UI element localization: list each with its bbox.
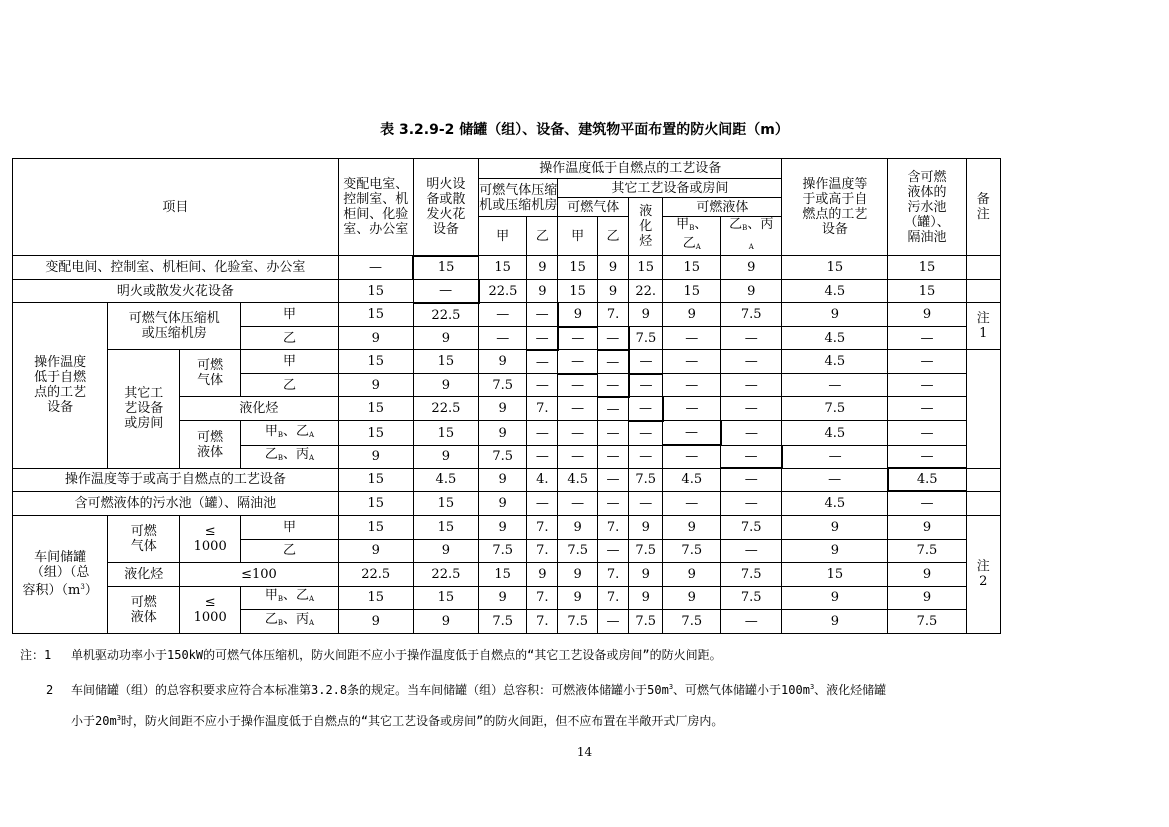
row-label: 含可燃液体的污水池（罐）、隔油池 (13, 491, 339, 515)
header-gas-yi: 乙 (598, 217, 629, 256)
row-group-below: 操作温度 低于自燃 点的工艺 设备 (13, 303, 108, 468)
header-item: 项目 (13, 159, 339, 256)
table-row: 变配电间、控制室、机柜间、化验室、办公室 — 15 15 9 15 9 15 15 9 15 15 (13, 256, 1001, 280)
table-row: 可燃 液体 甲$_B$、乙$_A$ 15 15 9 — — — — — — 4.5 — (13, 421, 1001, 445)
table-row: 操作温度等于或高于自燃点的工艺设备 15 4.5 9 4. 4.5 — 7.5 4.5 — — 4.5 (13, 468, 1001, 491)
table-row: 乙 9 9 — — — — 7.5 — — 4.5 — (13, 327, 1001, 350)
header-compressor: 可燃气体压缩 机或压缩机房 (479, 179, 558, 217)
row-label: 变配电间、控制室、机柜间、化验室、办公室 (13, 256, 339, 280)
note-1: 注：1 单机驱动功率小于150kW的可燃气体压缩机，防火间距不应小于操作温度低于自燃点的“其它工艺设备或房间”的防火间距。 (20, 648, 722, 662)
table-title: 表 3.2.9-2 储罐（组）、设备、建筑物平面布置的防火间距（m） (380, 122, 789, 138)
row-tank-lpg: 液化烃 (108, 562, 180, 586)
header-flame: 明火设 备或散 发火花 设备 (413, 159, 478, 256)
remark-note-1: 注 1 (966, 303, 1000, 350)
row-label: 明火或散发火花设备 (13, 280, 339, 303)
header-compressor-jia: 甲 (479, 217, 527, 256)
row-group-other: 其它工 艺设备 或房间 (108, 350, 180, 468)
row-tank-liquid-capacity: ≤ 1000 (180, 586, 241, 633)
table-row: 乙 9 9 7.5 — — — — — — — — (13, 374, 1001, 397)
note-2: 2 车间储罐（组）的总容积要求应符合本标准第3.2.8条的规定。当车间储罐（组）总容积：可燃液体储罐小于$50m^3$、可燃气体储罐小于$100m^3$、液化烃储罐 (46, 683, 887, 697)
header-group-other: 其它工艺设备或房间 (558, 179, 782, 198)
row-gas: 可燃 气体 (180, 350, 241, 397)
header-substation: 变配电室、 控制室、机 柜间、化验 室、办公室 (338, 159, 413, 256)
table-row: 操作温度 低于自燃 点的工艺 设备 可燃气体压缩机 或压缩机房 甲 15 22.5 — — 9 7. 9 9 7.5 9 9 注 1 (13, 303, 1001, 327)
row-tank-gas-capacity: ≤ 1000 (180, 515, 241, 562)
page-number: 14 (576, 745, 593, 759)
header-group-below: 操作温度低于自燃点的工艺设备 (479, 159, 782, 179)
row-tank-gas: 可燃 气体 (108, 515, 180, 562)
row-liquid: 可燃 液体 (180, 421, 241, 468)
table-row: 乙$_B$、丙$_A$ 9 9 7.5 — — — — — — — — (13, 445, 1001, 468)
row-tank-liquid: 可燃 液体 (108, 586, 180, 633)
header-compressor-yi: 乙 (527, 217, 558, 256)
header-gas: 可燃气体 (558, 198, 629, 217)
row-lpg: 液化烃 (180, 397, 339, 421)
table-row: 其它工 艺设备 或房间 可燃 气体 甲 15 15 9 — — — — — — 4.5 — (13, 350, 1001, 374)
table-row: 乙 9 9 7.5 7. 7.5 — 7.5 7.5 — 9 7.5 (13, 539, 1001, 562)
table-row: 液化烃 15 22.5 9 7. — — — — — 7.5 — (13, 397, 1001, 421)
table-row: 液化烃 ≤100 22.5 22.5 15 9 9 7. 9 9 7.5 15 9 (13, 562, 1001, 586)
fire-spacing-table (12, 158, 1001, 634)
header-sewage: 含可燃 液体的 污水池 （罐）、 隔油池 (888, 159, 966, 256)
header-liquid-jiaB: 甲$_B$、 乙$_A$ (663, 217, 721, 256)
note-2-continued: 小于$20m^3$时，防火间距不应小于操作温度低于自燃点的“其它工艺设备或房间”的防火间距，但不应布置在半敞开式厂房内。 (71, 714, 724, 728)
table-row: 乙$_B$、丙$_A$ 9 9 7.5 7. 7.5 — 7.5 7.5 — 9 7.5 (13, 609, 1001, 633)
header-gas-jia: 甲 (558, 217, 598, 256)
table-row: 明火或散发火花设备 15 — 22.5 9 15 9 22. 15 9 4.5 15 (13, 280, 1001, 303)
header-remark: 备 注 (966, 159, 1000, 256)
remark-note-2: 注 2 (966, 515, 1000, 633)
row-label: 操作温度等于或高于自燃点的工艺设备 (13, 468, 339, 491)
header-liquid-yiB: 乙$_B$、丙 $_A$ (721, 217, 782, 256)
row-group-tank: 车间储罐 （组）（总 容积）$(m^3)$ (13, 515, 108, 633)
table-row: 车间储罐 （组）（总 容积）$(m^3)$ 可燃 气体 ≤ 1000 甲 15 15 9 7. 9 7. 9 9 7.5 9 9 注 2 (13, 515, 1001, 539)
header-above: 操作温度等 于或高于自 燃点的工艺 设备 (782, 159, 888, 256)
table-row: 含可燃液体的污水池（罐）、隔油池 15 15 9 — — — — — — 4.5 — (13, 491, 1001, 515)
header-liquid: 可燃液体 (663, 198, 782, 217)
table-row: 可燃 液体 ≤ 1000 甲$_B$、乙$_A$ 15 15 9 7. 9 7. 9 9 7.5 9 9 (13, 586, 1001, 609)
row-compressor: 可燃气体压缩机 或压缩机房 (108, 303, 241, 350)
header-lpg: 液 化 烃 (629, 198, 663, 256)
row-tank-lpg-capacity: ≤100 (180, 562, 339, 586)
